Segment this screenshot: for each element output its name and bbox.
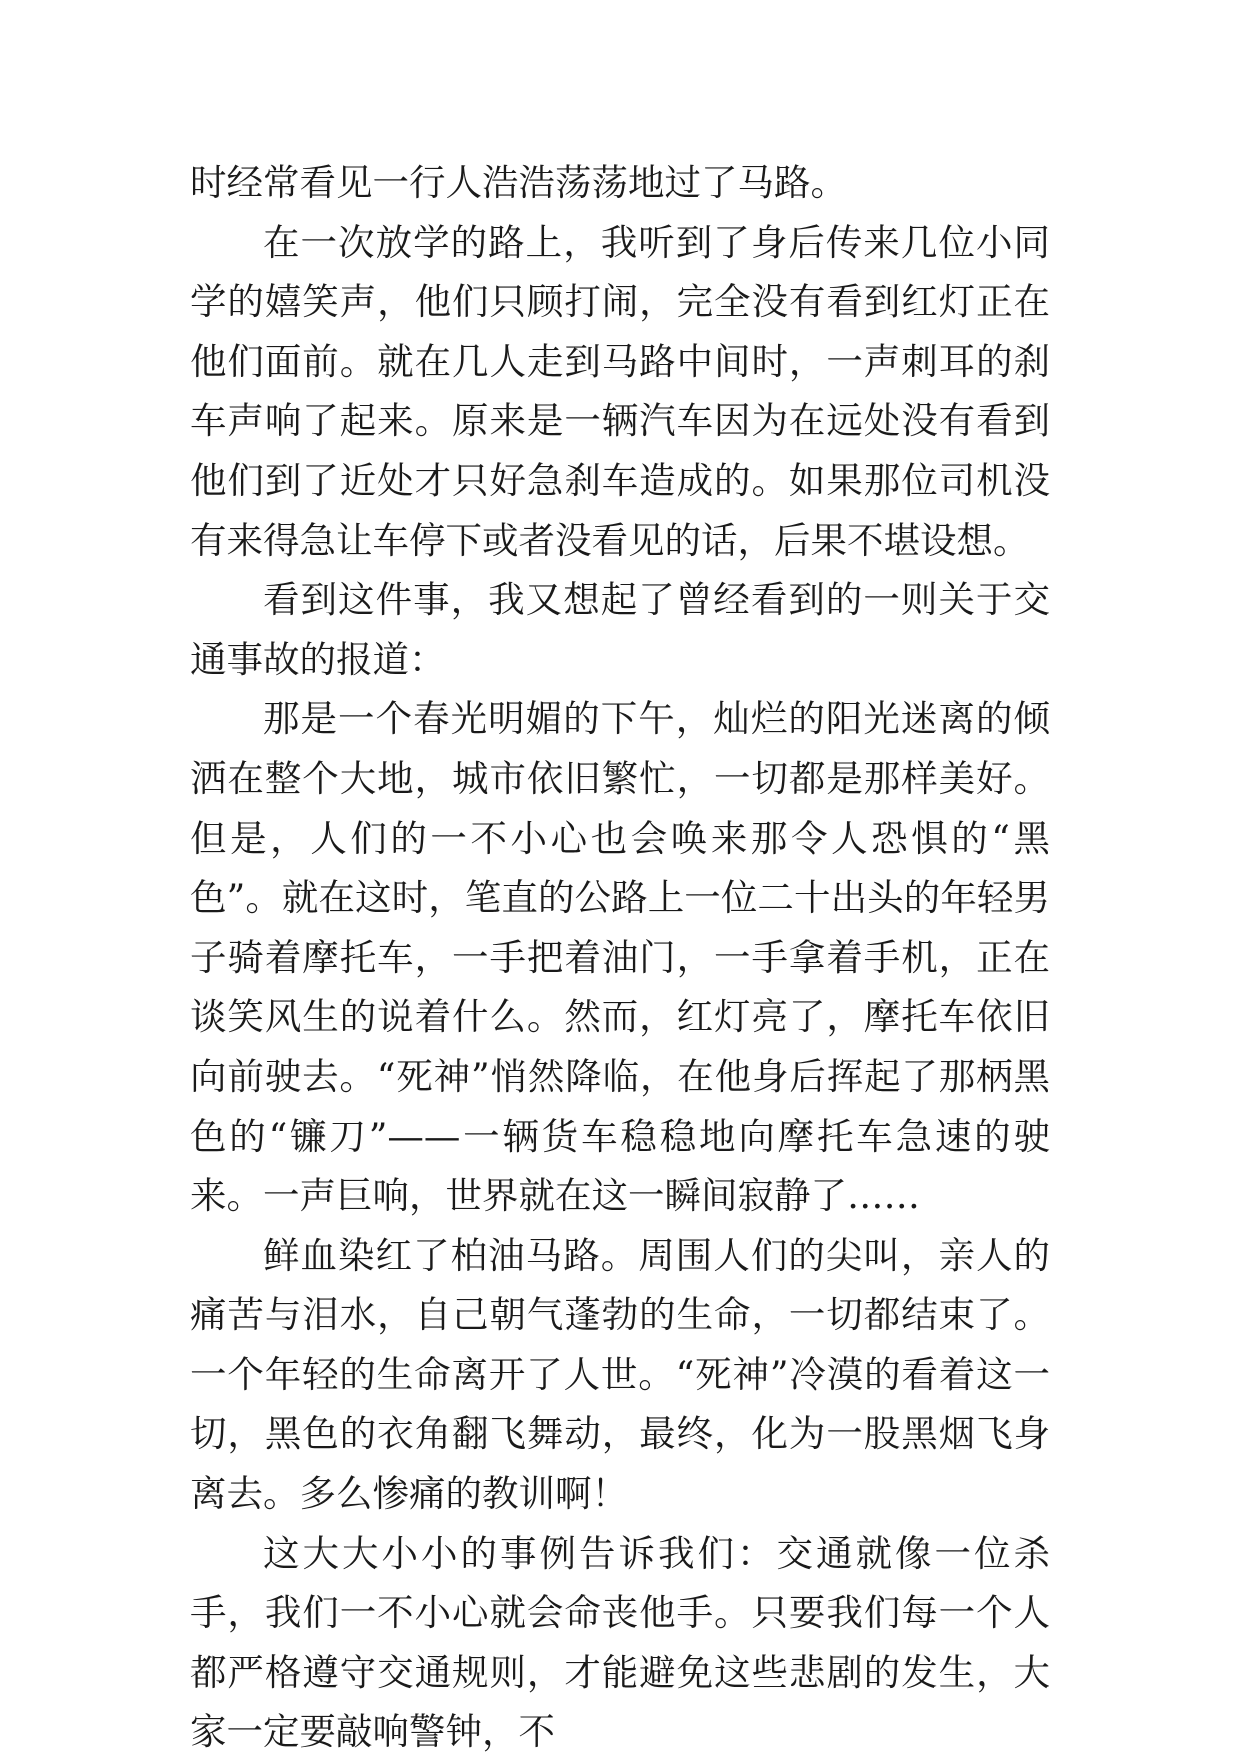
paragraph-continuation: 时经常看见一行人浩浩荡荡地过了马路。 [190,161,847,204]
paragraph: 鲜血染红了柏油马路。周围人们的尖叫，亲人的痛苦与泪水，自己朝气蓬勃的生命，一切都结束了。一个年轻的生命离开了人世。“死神”冷漠的看着这一切，黑色的衣角翻飞舞动，最终，化为一股黑烟飞身离去。多么惨痛的教训啊！ [190,1233,1050,1516]
paragraph: 这大大小小的事例告诉我们：交通就像一位杀手，我们一不小心就会命丧他手。只要我们每一个人都严格遵守交通规则，才能避免这些悲剧的发生，大家一定要敲响警钟，不 [190,1531,1050,1754]
paragraph: 看到这件事，我又想起了曾经看到的一则关于交通事故的报道： [190,578,1050,681]
paragraph: 那是一个春光明媚的下午，灿烂的阳光迷离的倾洒在整个大地，城市依旧繁忙，一切都是那样美好。但是，人们的一不小心也会唤来那令人恐惧的“黑色”。就在这时，笔直的公路上一位二十出头的年轻男子骑着摩托车，一手把着油门，一手拿着手机，正在谈笑风生的说着什么。然而，红灯亮了，摩托车依旧向前驶去。“死神”悄然降临，在他身后挥起了那柄黑色的“镰刀”——一辆货车稳稳地向摩托车急速的驶来。一声巨响，世界就在这一瞬间寂静了…… [190,697,1050,1218]
paragraph: 在一次放学的路上，我听到了身后传来几位小同学的嬉笑声，他们只顾打闹，完全没有看到红灯正在他们面前。就在几人走到马路中间时，一声刺耳的刹车声响了起来。原来是一辆汽车因为在远处没有看到他们到了近处才只好急刹车造成的。如果那位司机没有来得急让车停下或者没看见的话，后果不堪设想。 [190,220,1050,562]
body-text [190,153,1050,1762]
